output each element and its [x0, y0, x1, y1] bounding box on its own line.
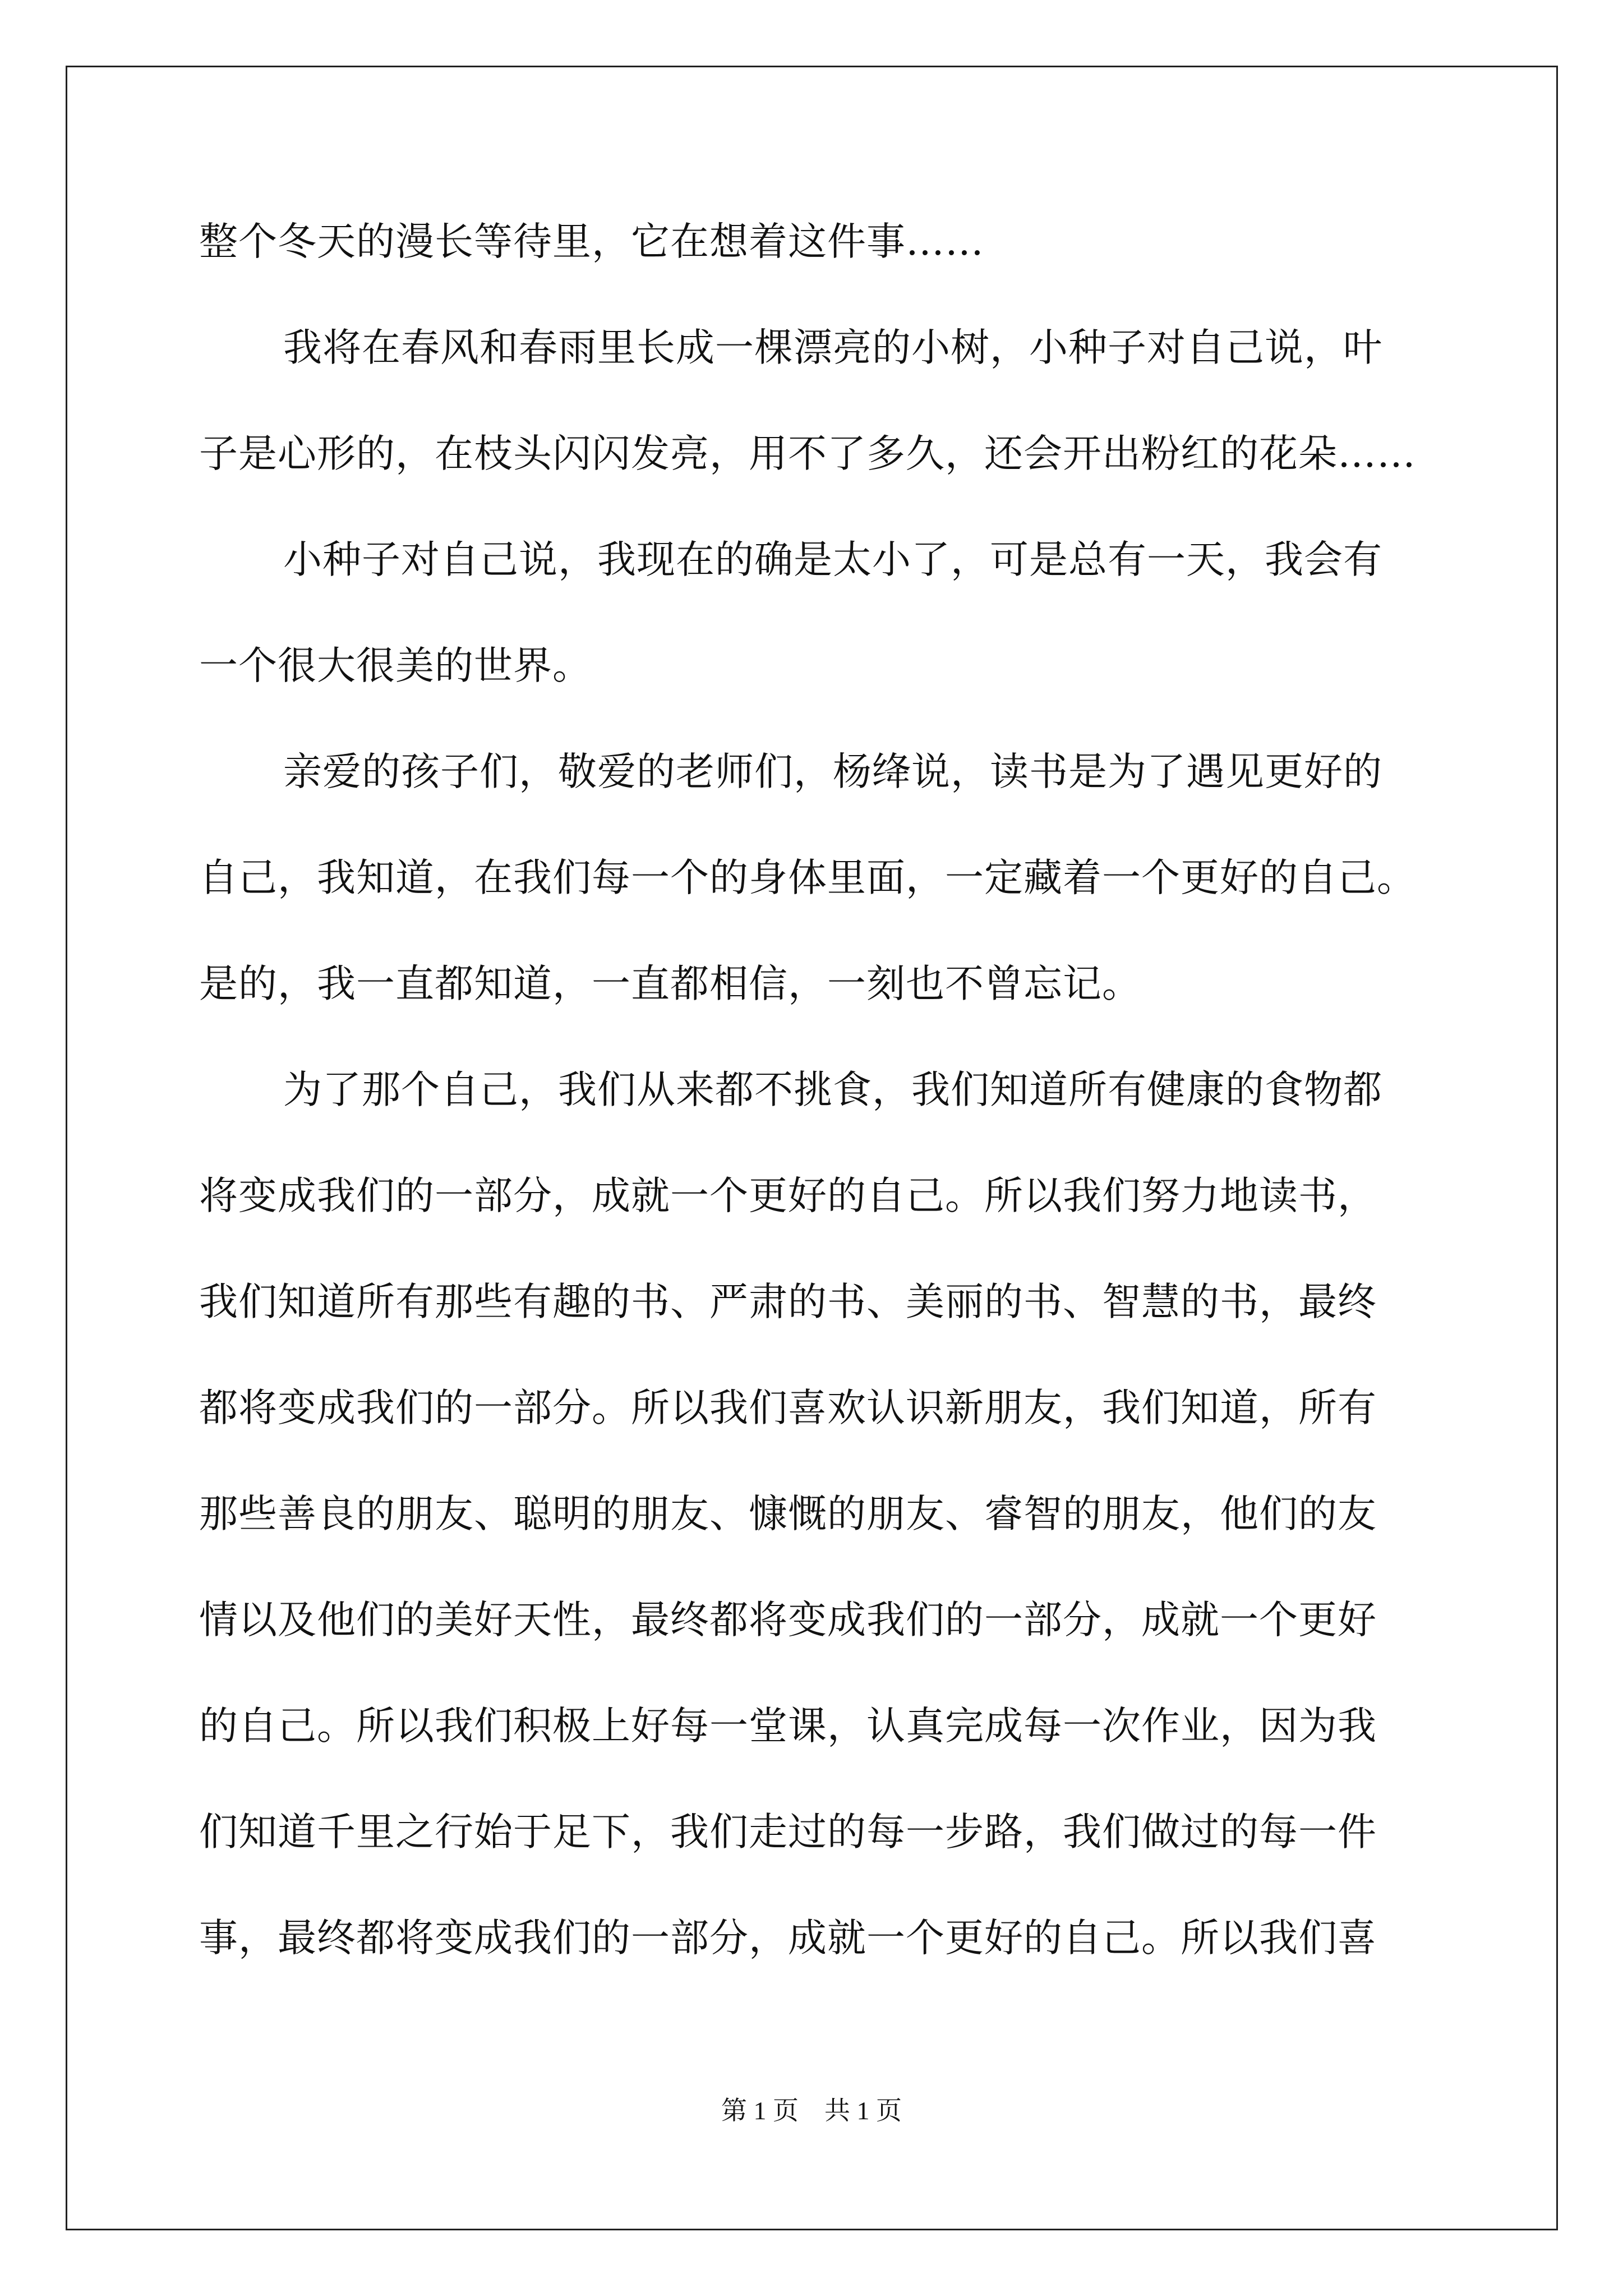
text-line: 整个冬天的漫长等待里，它在想着这件事…… — [199, 219, 984, 264]
text-line: 小种子对自己说，我现在的确是太小了，可是总有一天，我会有 — [283, 537, 1382, 582]
text-line: 我们知道所有那些有趣的书、严肃的书、美丽的书、智慧的书，最终 — [199, 1280, 1377, 1324]
text-line: 情以及他们的美好天性，最终都将变成我们的一部分，成就一个更好 — [199, 1598, 1377, 1642]
text-line: 自己，我知道，在我们每一个的身体里面，一定藏着一个更好的自己。 — [199, 855, 1416, 900]
text-line: 事，最终都将变成我们的一部分，成就一个更好的自己。所以我们喜 — [199, 1916, 1377, 1961]
text-line: 是的，我一直都知道，一直都相信，一刻也不曾忘记。 — [199, 961, 1141, 1006]
text-line: 一个很大很美的世界。 — [199, 643, 592, 688]
text-line: 亲爱的孩子们，敬爱的老师们，杨绛说，读书是为了遇见更好的 — [283, 749, 1382, 794]
text-line: 都将变成我们的一部分。所以我们喜欢认识新朋友，我们知道，所有 — [199, 1386, 1377, 1430]
text-line: 将变成我们的一部分，成就一个更好的自己。所以我们努力地读书， — [199, 1174, 1377, 1218]
text-line: 们知道千里之行始于足下，我们走过的每一步路，我们做过的每一件 — [199, 1810, 1377, 1855]
text-line: 子是心形的，在枝头闪闪发亮，用不了多久，还会开出粉红的花朵…… — [199, 431, 1416, 476]
text-line: 为了那个自己，我们从来都不挑食，我们知道所有健康的食物都 — [283, 1068, 1382, 1112]
text-line: 的自己。所以我们积极上好每一堂课，认真完成每一次作业，因为我 — [199, 1704, 1377, 1749]
page-footer: 第 1 页 共 1 页 — [721, 2096, 902, 2125]
text-line: 那些善良的朋友、聪明的朋友、慷慨的朋友、睿智的朋友，他们的友 — [199, 1492, 1377, 1536]
text-line: 我将在春风和春雨里长成一棵漂亮的小树，小种子对自己说，叶 — [283, 325, 1382, 370]
